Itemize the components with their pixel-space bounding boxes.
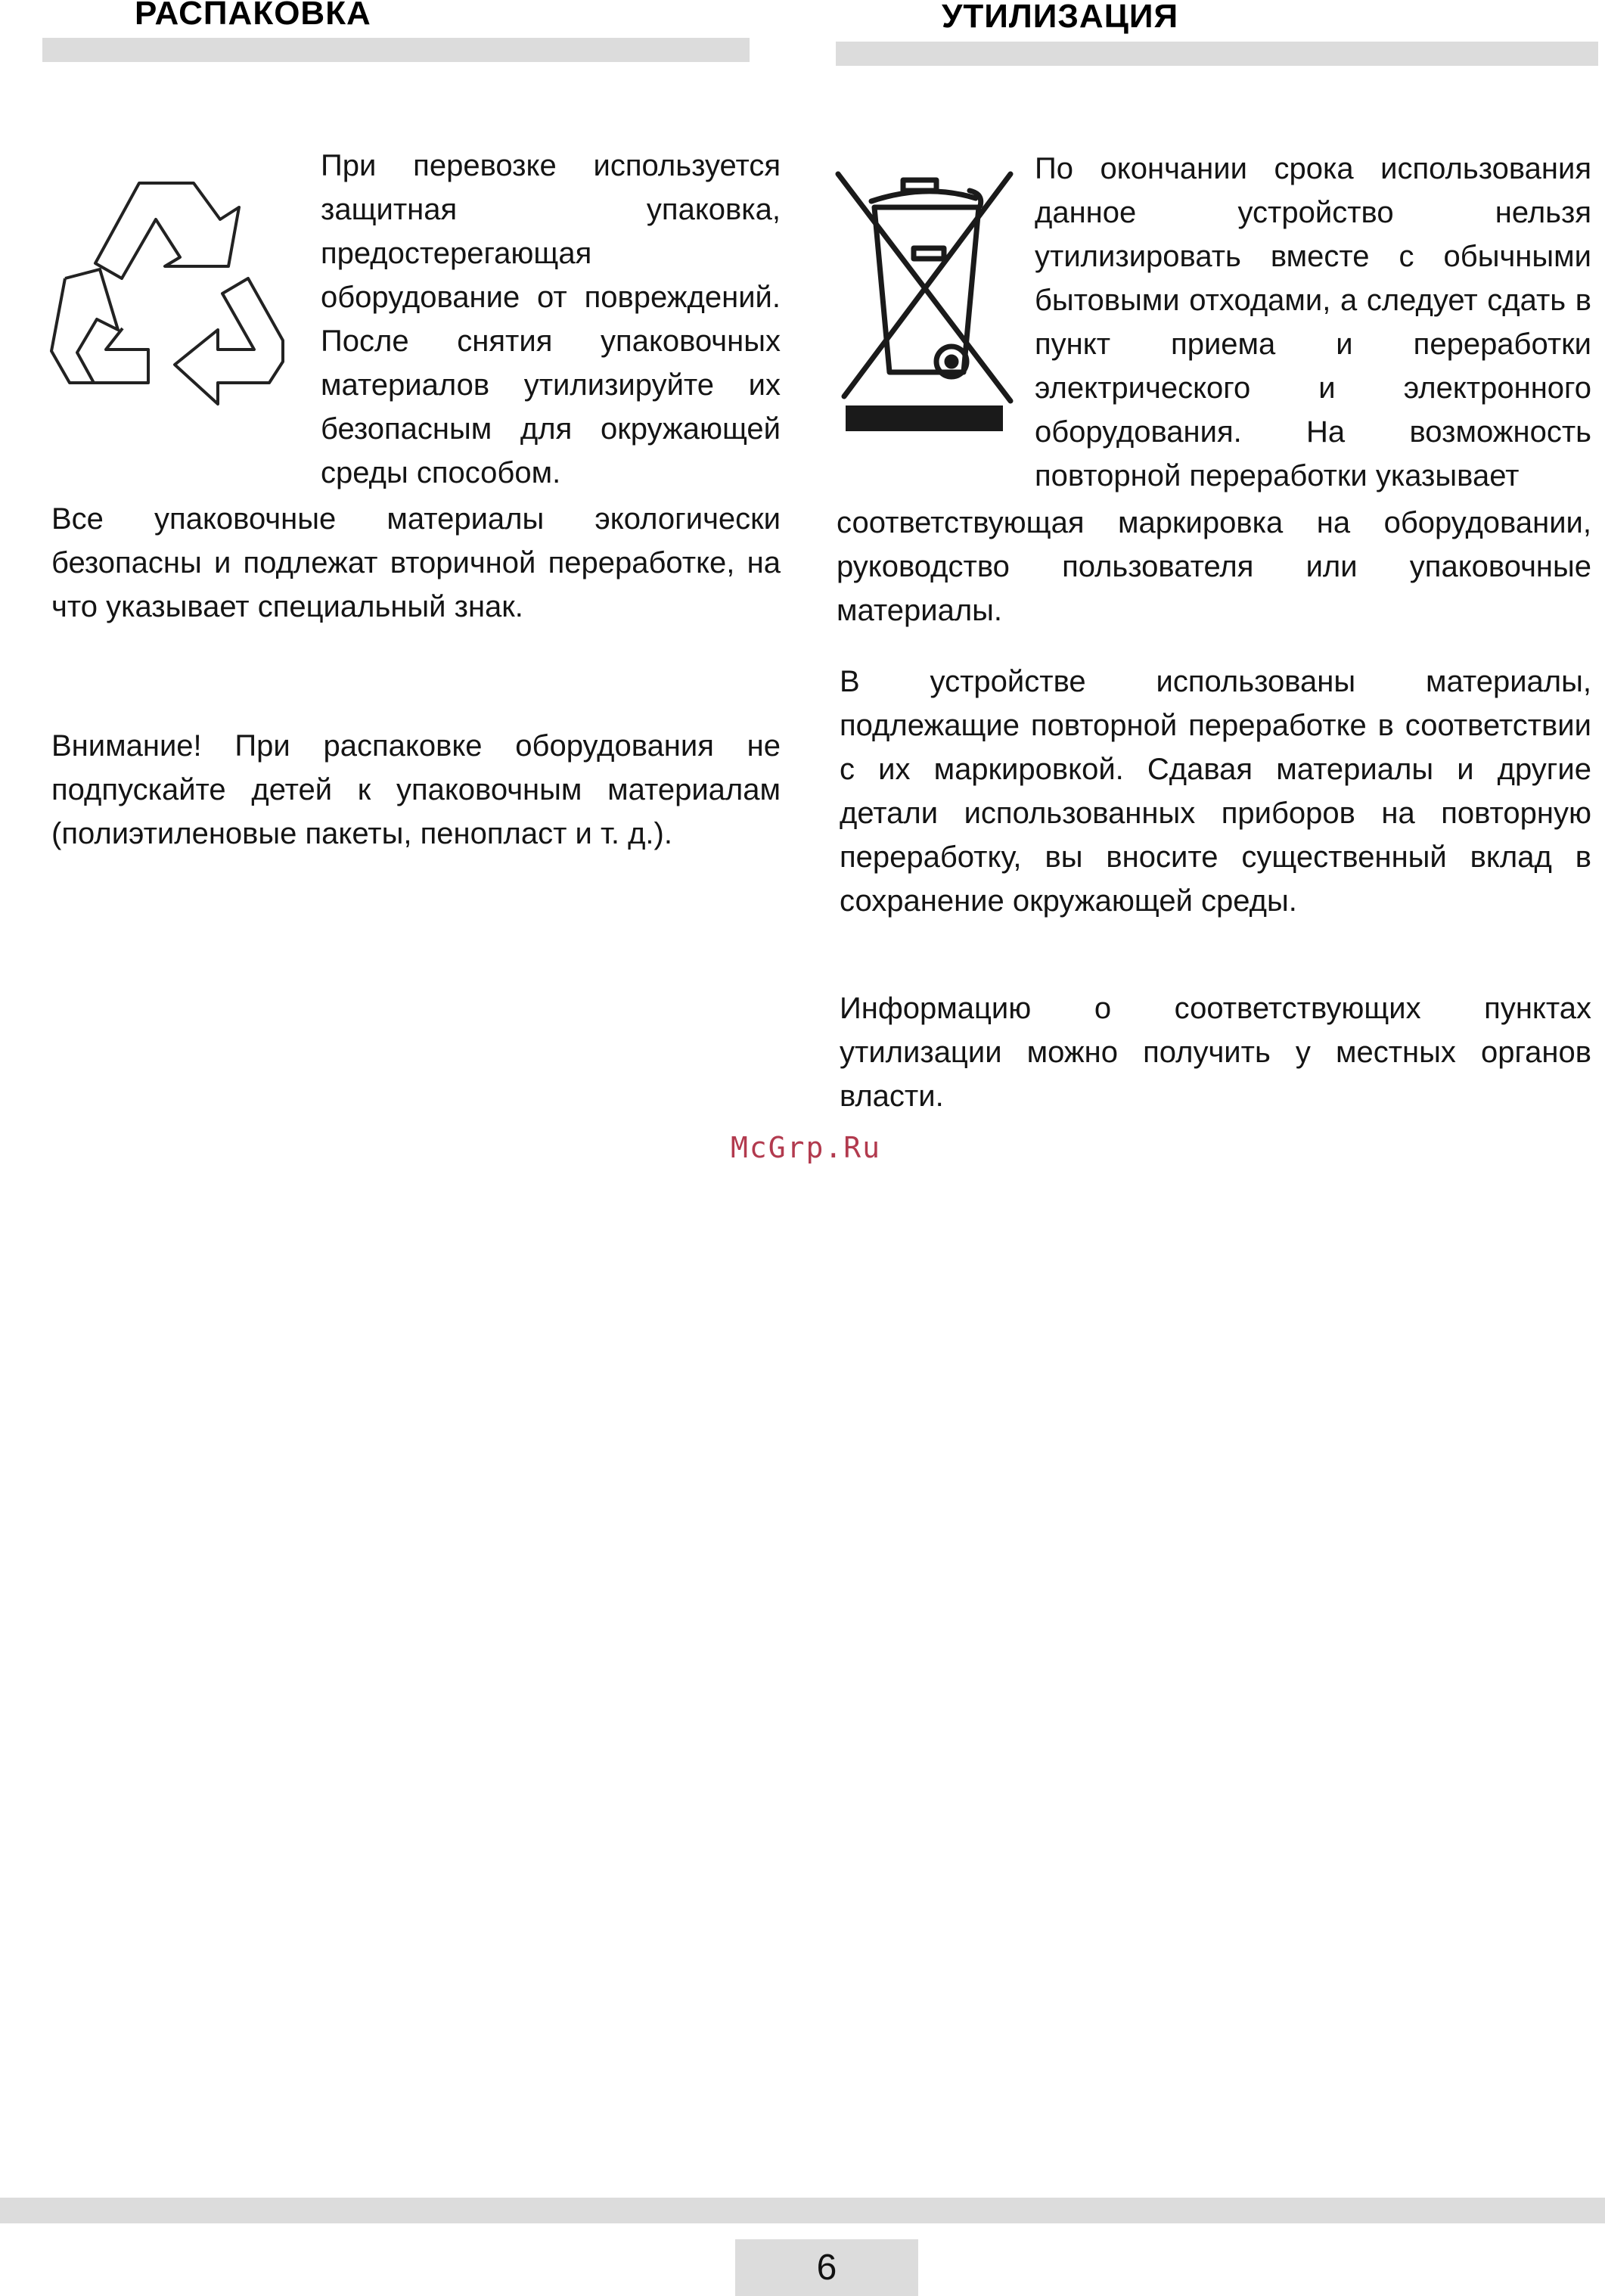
watermark-text: McGrp.Ru: [731, 1131, 882, 1164]
disposal-info-text: Информацию о соответствующих пунктах утилизации можно получить у местных органов власти.: [840, 992, 1591, 1113]
section-title-unpacking: РАСПАКОВКА: [135, 0, 371, 32]
unpacking-warning-text: Внимание! При распаковке оборудования не подпускайте детей к упаковочным материалам (полиэтиленовые пакеты, пенопласт и т. д.).: [51, 729, 781, 850]
section-title-disposal: УТИЛИЗАЦИЯ: [942, 0, 1179, 35]
section-bar-unpacking: [42, 38, 750, 62]
crossed-bin-icon: [835, 169, 1017, 434]
section-bar-disposal: [836, 42, 1598, 66]
page-number-label: 6: [816, 2248, 837, 2288]
footer-bar: [0, 2198, 1605, 2223]
unpacking-eco-text: Все упаковочные материалы экологически безопасны и подлежат вторичной переработке, на что указывает специальный знак.: [51, 502, 781, 623]
page-number: [735, 2239, 918, 2296]
disposal-intro-text: По окончании срока использования данное устройство нельзя утилизировать вместе с обычными бытовыми отходами, а следует сдать в пункт приема и переработки электрического и электронного оборудования. На возможность повторной переработки указывает: [1035, 152, 1591, 492]
disposal-intro-cont-text: соответствующая маркировка на оборудовании, руководство пользователя или упаковочные материалы.: [837, 506, 1591, 627]
recycle-icon: [50, 180, 292, 422]
unpacking-intro-text: При перевозке используется защитная упаковка, предостерегающая оборудование от повреждений. После снятия упаковочных материалов утилизируйте их безопасным для окружающей среды способом.: [321, 149, 781, 489]
disposal-materials-text: В устройстве использованы материалы, подлежащие повторной переработке в соответствии с их маркировкой. Сдавая материалы и другие детали использованных приборов на повторную переработку, вы вносите существенный вклад в сохранение окружающей среды.: [840, 665, 1591, 918]
